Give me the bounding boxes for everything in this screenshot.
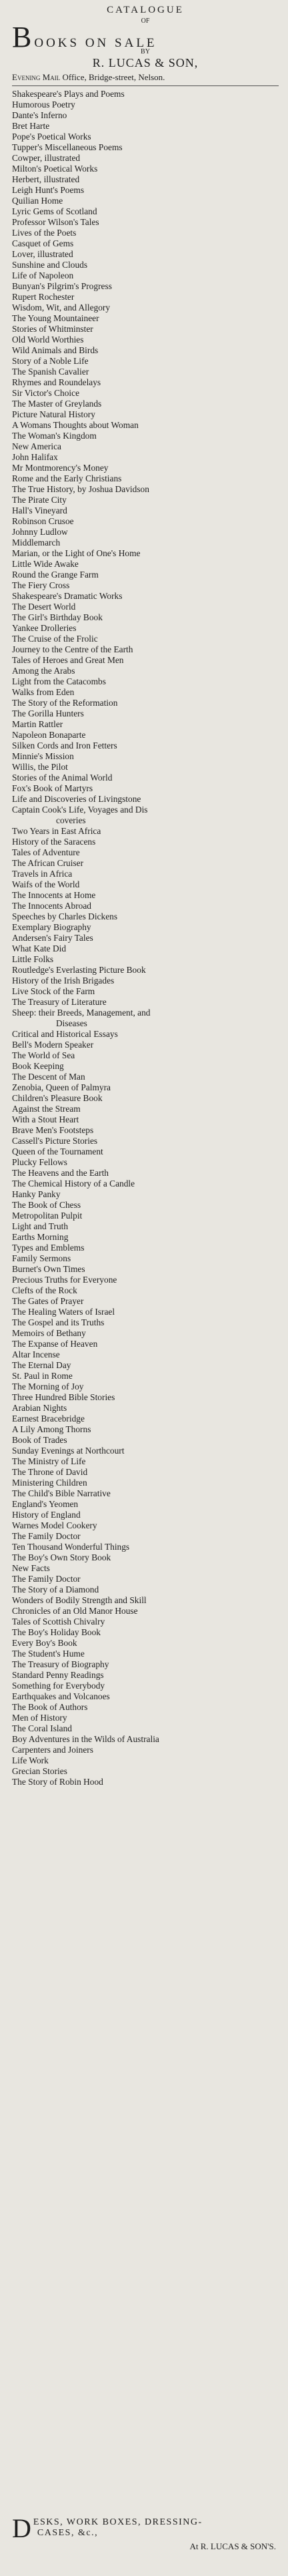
book-list-item: Martin Rattler: [12, 719, 63, 729]
book-list-item: Memoirs of Bethany: [12, 1328, 86, 1338]
book-list-item: Ten Thousand Wonderful Things: [12, 1542, 130, 1552]
book-list-item: Walks from Eden: [12, 687, 75, 697]
heading-rest: OOKS ON SALE: [34, 36, 157, 50]
book-list-item: The Young Mountaineer: [12, 313, 99, 323]
book-list-item: Children's Pleasure Book: [12, 1093, 103, 1103]
header-divider: [12, 85, 279, 86]
book-list-item: Plucky Fellows: [12, 1157, 67, 1167]
book-list-item: The Boy's Holiday Book: [12, 1627, 101, 1637]
of-label: OF: [141, 17, 150, 25]
book-list-item: The African Cruiser: [12, 858, 84, 868]
book-list-item: Captain Cook's Life, Voyages and Dis: [12, 805, 148, 815]
footer-firm: R. LUCAS & SON'S.: [200, 2541, 276, 2551]
book-list-item: Something for Everybody: [12, 1681, 105, 1691]
book-list-item: The Expanse of Heaven: [12, 1339, 98, 1349]
book-list-item: The Morning of Joy: [12, 1381, 84, 1391]
book-list-item: Journey to the Centre of the Earth: [12, 644, 133, 654]
book-list-item: Quilian Home: [12, 196, 63, 206]
book-list-item: The Gospel and its Truths: [12, 1317, 105, 1327]
book-list-item: England's Yeomen: [12, 1499, 79, 1509]
book-list-item: Family Sermons: [12, 1253, 71, 1263]
book-list-item: Diseases: [56, 1018, 87, 1028]
book-list-item: Grecian Stories: [12, 1766, 67, 1776]
book-list-item: Burnet's Own Times: [12, 1264, 85, 1274]
advertisement-footer: [12, 2513, 279, 2552]
book-list-item: A Lily Among Thorns: [12, 1424, 91, 1434]
book-list-item: Zenobia, Queen of Palmyra: [12, 1082, 111, 1092]
book-list-item: Metropolitan Pulpit: [12, 1211, 83, 1221]
book-list-item: Cassell's Picture Stories: [12, 1136, 98, 1146]
book-list-item: Herbert, illustrated: [12, 174, 80, 184]
book-list-item: Round the Grange Farm: [12, 570, 99, 580]
footer-line-1: ESKS, WORK BOXES, DRESSING-: [33, 2517, 203, 2527]
book-list-item: Cowper, illustrated: [12, 153, 81, 163]
book-list-item: History of the Saracens: [12, 837, 96, 847]
book-list-item: The Family Doctor: [12, 1574, 81, 1584]
book-list-item: Light and Truth: [12, 1221, 69, 1231]
book-list-item: Rome and the Early Christians: [12, 473, 122, 483]
firm-address: [12, 71, 279, 83]
book-list-item: The Treasury of Literature: [12, 997, 107, 1007]
firm-name: R. LUCAS & SON,: [92, 56, 199, 69]
book-list-item: The World of Sea: [12, 1050, 75, 1060]
book-list-item: History of the Irish Brigades: [12, 976, 115, 986]
book-list-item: Willis, the Pilot: [12, 762, 68, 772]
book-list-item: Humorous Poetry: [12, 99, 75, 110]
book-list-item: Precious Truths for Everyone: [12, 1275, 117, 1285]
book-list-item: Waifs of the World: [12, 879, 80, 889]
book-list-item: Two Years in East Africa: [12, 826, 101, 836]
footer-at-label: At: [189, 2541, 199, 2551]
book-list-item: Bret Harte: [12, 121, 50, 131]
book-list-item: Standard Penny Readings: [12, 1670, 104, 1680]
book-list-item: Story of a Noble Life: [12, 356, 89, 366]
book-list-item: The Fiery Cross: [12, 580, 70, 590]
book-list-item: Three Hundred Bible Stories: [12, 1392, 115, 1402]
book-list-item: Among the Arabs: [12, 666, 75, 676]
address-rest: Office, Bridge-street, Nelson.: [60, 72, 165, 82]
book-list-item: Middlemarch: [12, 538, 61, 548]
book-list-item: Wonders of Bodily Strength and Skill: [12, 1595, 147, 1605]
book-list-item: Travels in Africa: [12, 869, 73, 879]
book-list-item: Shakespeare's Plays and Poems: [12, 89, 125, 99]
book-list-item: Hanky Panky: [12, 1189, 61, 1199]
book-list-item: The Book of Authors: [12, 1702, 88, 1712]
book-list-item: The Eternal Day: [12, 1360, 71, 1370]
book-list-item: Sunshine and Clouds: [12, 260, 88, 270]
book-list-item: Dante's Inferno: [12, 110, 67, 120]
book-list-item: Leigh Hunt's Poems: [12, 185, 85, 195]
book-list-item: Wisdom, Wit, and Allegory: [12, 302, 111, 312]
book-list-item: Carpenters and Joiners: [12, 1745, 93, 1755]
book-list-item: The Pirate City: [12, 495, 67, 505]
book-list-item: The Family Doctor: [12, 1531, 81, 1541]
book-list-item: The Girl's Birthday Book: [12, 612, 103, 622]
book-list-item: Silken Cords and Iron Fetters: [12, 740, 117, 750]
book-list-item: The Heavens and the Earth: [12, 1168, 109, 1178]
book-list-item: Clefts of the Rock: [12, 1285, 77, 1295]
book-list-item: The Story of a Diamond: [12, 1584, 99, 1594]
book-list-item: Book Keeping: [12, 1061, 64, 1071]
book-list-item: Lives of the Poets: [12, 228, 77, 238]
book-list-item: The Story of the Reformation: [12, 698, 118, 708]
book-list-item: Life and Discoveries of Livingstone: [12, 794, 141, 804]
book-list-item: The Desert World: [12, 602, 76, 612]
book-list-item: Rhymes and Roundelays: [12, 377, 101, 387]
by-label: BY: [141, 48, 150, 55]
book-list-item: History of England: [12, 1510, 81, 1520]
book-list-item: Old World Worthies: [12, 335, 84, 345]
book-list-item: Live Stock of the Farm: [12, 986, 95, 996]
book-list-item: The Gates of Prayer: [12, 1296, 84, 1306]
footer-text-block: [33, 2517, 203, 2539]
book-list-item: Types and Emblems: [12, 1243, 85, 1253]
book-list-item: Little Wide Awake: [12, 559, 79, 569]
book-list-item: Routledge's Everlasting Picture Book: [12, 965, 146, 975]
book-list-item: The Spanish Cavalier: [12, 367, 89, 377]
footer-at-line: [12, 2541, 279, 2552]
book-list-item: Andersen's Fairy Tales: [12, 933, 93, 943]
book-list-item: Minnie's Mission: [12, 751, 74, 761]
book-list-item: Life of Napoleon: [12, 270, 74, 280]
book-list-item: The Descent of Man: [12, 1072, 85, 1082]
address-lead: Evening Mail: [12, 72, 61, 82]
book-list-item: The Gorilla Hunters: [12, 708, 84, 718]
footer-heading: [12, 2513, 279, 2543]
book-list-item: Milton's Poetical Works: [12, 164, 98, 174]
book-list-item: Altar Incense: [12, 1349, 60, 1359]
book-list-item: Life Work: [12, 1755, 49, 1765]
book-list-item: coveries: [56, 815, 86, 825]
book-list-item: Sheep: their Breeds, Management, and: [12, 1008, 151, 1018]
book-list-item: St. Paul in Rome: [12, 1371, 73, 1381]
book-list-item: Napoleon Bonaparte: [12, 730, 86, 740]
book-list-item: Hall's Vineyard: [12, 505, 67, 515]
book-list-item: Queen of the Tournament: [12, 1146, 103, 1156]
book-list-item: Bunyan's Pilgrim's Progress: [12, 281, 112, 291]
book-list-item: Lover, illustrated: [12, 249, 73, 259]
book-list-item: New America: [12, 441, 61, 451]
book-list-item: New Facts: [12, 1563, 50, 1573]
book-list-item: Every Boy's Book: [12, 1638, 77, 1648]
book-list-item: Little Folks: [12, 954, 54, 964]
book-list-item: Wild Animals and Birds: [12, 345, 99, 355]
catalogue-title: CATALOGUE: [107, 5, 184, 15]
book-list-item: Rupert Rochester: [12, 292, 75, 302]
book-list-item: Earthquakes and Volcanoes: [12, 1691, 110, 1701]
book-list-item: Casquet of Gems: [12, 238, 74, 248]
book-list-item: Brave Men's Footsteps: [12, 1125, 94, 1135]
book-list-item: Tales of Scottish Chivalry: [12, 1617, 105, 1627]
book-list-item: Men of History: [12, 1713, 67, 1723]
book-list-item: The Coral Island: [12, 1723, 72, 1733]
book-list-item: A Womans Thoughts about Woman: [12, 420, 139, 430]
book-list-item: The Ministry of Life: [12, 1456, 86, 1466]
book-list-item: Arabian Nights: [12, 1403, 67, 1413]
book-list-item: Mr Montmorency's Money: [12, 463, 109, 473]
book-list-item: Ministering Children: [12, 1478, 87, 1488]
heading-dropcap: B: [12, 21, 32, 53]
book-list-item: Robinson Crusoe: [12, 516, 74, 526]
book-list-item: The Story of Robin Hood: [12, 1777, 103, 1787]
book-list-item: With a Stout Heart: [12, 1114, 79, 1124]
catalogue-header: [12, 4, 279, 83]
book-list-item: Book of Trades: [12, 1435, 67, 1445]
book-list-item: Tupper's Miscellaneous Poems: [12, 142, 123, 152]
book-list-item: Exemplary Biography: [12, 922, 91, 932]
book-list-item: Lyric Gems of Scotland: [12, 206, 97, 216]
book-list: [12, 89, 279, 1787]
book-list-item: Stories of the Animal World: [12, 773, 113, 783]
book-list-item: Johnny Ludlow: [12, 527, 68, 537]
book-list-item: Speeches by Charles Dickens: [12, 911, 118, 921]
book-list-item: The Innocents at Home: [12, 890, 96, 900]
book-list-item: Warnes Model Cookery: [12, 1520, 97, 1530]
book-list-item: The Cruise of the Frolic: [12, 634, 98, 644]
book-list-item: The True History, by Joshua Davidson: [12, 484, 149, 494]
book-list-item: Earths Morning: [12, 1232, 69, 1242]
book-list-item: Tales of Adventure: [12, 847, 80, 857]
book-list-item: The Chemical History of a Candle: [12, 1178, 135, 1189]
book-list-item: Earnest Bracebridge: [12, 1414, 85, 1424]
book-list-item: Against the Stream: [12, 1104, 81, 1114]
book-list-item: Boy Adventures in the Wilds of Australia: [12, 1734, 159, 1744]
footer-line-2: CASES, &c.,: [37, 2528, 99, 2538]
book-list-item: Critical and Historical Essays: [12, 1029, 118, 1039]
book-list-item: The Healing Waters of Israel: [12, 1307, 115, 1317]
book-list-item: John Halifax: [12, 452, 58, 462]
book-list-item: Chronicles of an Old Manor House: [12, 1606, 138, 1616]
footer-dropcap: D: [12, 2513, 31, 2543]
book-list-item: Stories of Whitminster: [12, 324, 93, 334]
book-list-item: The Student's Hume: [12, 1649, 85, 1659]
book-list-item: The Woman's Kingdom: [12, 431, 97, 441]
book-list-item: Picture Natural History: [12, 409, 95, 419]
book-list-item: Tales of Heroes and Great Men: [12, 655, 124, 665]
book-list-item: Sunday Evenings at Northcourt: [12, 1446, 125, 1456]
book-list-item: The Treasury of Biography: [12, 1659, 109, 1669]
book-list-item: The Master of Greylands: [12, 399, 102, 409]
book-list-item: The Innocents Abroad: [12, 901, 91, 911]
book-list-item: Professor Wilson's Tales: [12, 217, 99, 227]
book-list-item: Marian, or the Light of One's Home: [12, 548, 141, 558]
book-list-item: The Boy's Own Story Book: [12, 1552, 111, 1562]
book-list-item: Sir Victor's Choice: [12, 388, 80, 398]
book-list-item: What Kate Did: [12, 943, 67, 953]
book-list-item: The Child's Bible Narrative: [12, 1488, 111, 1498]
book-list-item: Yankee Drolleries: [12, 623, 77, 633]
book-list-item: Pope's Poetical Works: [12, 132, 91, 142]
book-list-item: The Book of Chess: [12, 1200, 81, 1210]
book-list-item: Shakespeare's Dramatic Works: [12, 591, 123, 601]
book-list-item: Light from the Catacombs: [12, 676, 106, 686]
book-list-item: The Throne of David: [12, 1467, 88, 1477]
book-list-item: Fox's Book of Martyrs: [12, 783, 93, 793]
book-list-item: Bell's Modern Speaker: [12, 1040, 94, 1050]
